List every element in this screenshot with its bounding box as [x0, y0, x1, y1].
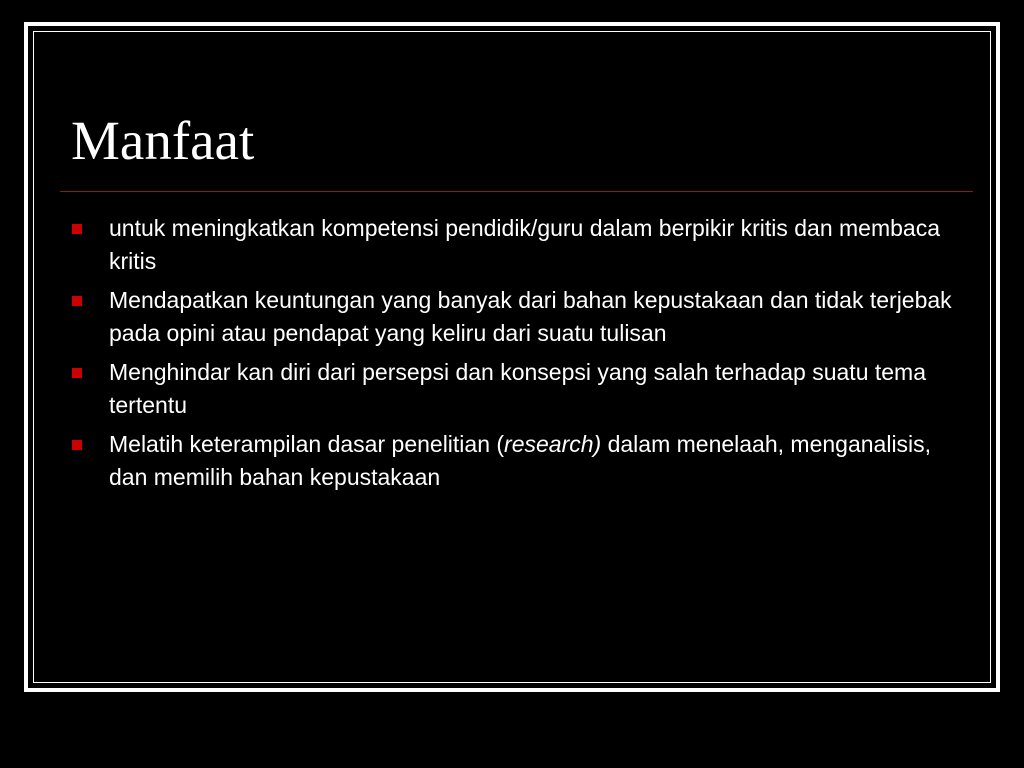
bullet-text: untuk meningkatkan kompetensi pendidik/guru dalam berpikir kritis dan membaca kritis	[109, 215, 940, 274]
bullet-item	[72, 284, 962, 350]
bullet-item	[72, 428, 962, 494]
bullet-text-after: dalam menelaah, menganalisis, dan memilih bahan kepustakaan	[109, 431, 932, 490]
square-bullet-icon	[72, 224, 82, 234]
bullet-text: Mendapatkan keuntungan yang banyak dari bahan kepustakaan dan tidak terjebak pada opini atau pendapat yang keliru dari suatu tulisan	[109, 287, 952, 346]
square-bullet-icon	[72, 440, 82, 450]
square-bullet-icon	[72, 368, 82, 378]
title-divider	[60, 191, 973, 192]
bullet-text: Menghindar kan diri dari persepsi dan konsepsi yang salah terhadap suatu tema tertentu	[109, 359, 927, 418]
bullet-item	[72, 356, 962, 422]
bullet-text-before: Melatih keterampilan dasar penelitian (	[109, 431, 505, 457]
bullet-item	[72, 212, 962, 278]
bullet-list	[72, 212, 962, 500]
bullet-text-italic: research)	[504, 431, 602, 457]
square-bullet-icon	[72, 296, 82, 306]
slide-title: Manfaat	[71, 110, 255, 171]
